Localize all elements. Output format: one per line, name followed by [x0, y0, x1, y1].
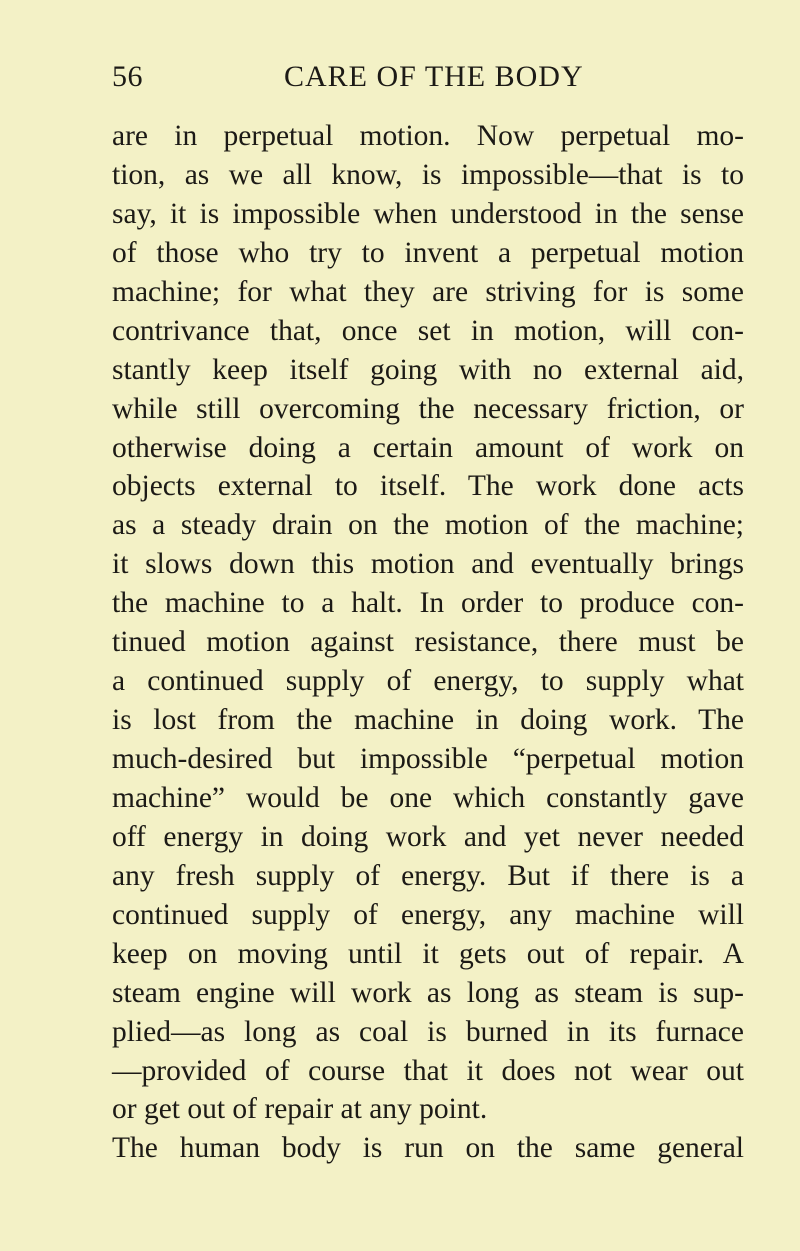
text-line: of those who try to invent a perpetual motion	[112, 236, 744, 269]
text-line: plied—as long as coal is burned in its furnace	[112, 1015, 744, 1048]
running-head: CARE OF THE BODY	[284, 60, 584, 93]
text-line: or get out of repair at any point.	[112, 1093, 488, 1126]
text-line: machine; for what they are striving for is some	[112, 275, 744, 308]
text-line: otherwise doing a certain amount of work on	[112, 431, 744, 464]
page-number: 56	[112, 60, 143, 93]
text-line: much-desired but impossible “perpetual motion	[112, 743, 744, 775]
page-header	[112, 62, 742, 92]
text-line: a continued supply of energy, to supply what	[112, 665, 744, 698]
text-line: contrivance that, once set in motion, will con-	[112, 314, 744, 347]
text-line: continued supply of energy, any machine will	[112, 898, 744, 931]
text-line: as a steady drain on the motion of the machine;	[112, 509, 744, 542]
body-text	[112, 117, 744, 1168]
text-line: any fresh supply of energy. But if there is a	[112, 859, 744, 892]
text-line: while still overcoming the necessary friction, or	[112, 392, 744, 425]
text-line: objects external to itself. The work done acts	[112, 470, 744, 503]
text-line: off energy in doing work and yet never needed	[112, 820, 744, 853]
text-line: stantly keep itself going with no external aid,	[112, 353, 744, 386]
text-line: it slows down this motion and eventually brings	[112, 548, 744, 581]
text-line: The human body is run on the same general	[112, 1132, 744, 1165]
text-line: tinued motion against resistance, there must be	[112, 626, 744, 659]
text-line: machine” would be one which constantly gave	[112, 781, 744, 814]
text-line: tion, as we all know, is impossible—that is to	[112, 158, 744, 191]
text-line: are in perpetual motion. Now perpetual mo-	[112, 120, 744, 152]
text-line: steam engine will work as long as steam is sup-	[112, 976, 744, 1009]
text-line: —provided of course that it does not wear out	[112, 1054, 744, 1087]
text-line: say, it is impossible when understood in the sense	[112, 197, 744, 230]
text-line: the machine to a halt. In order to produce con-	[112, 587, 744, 620]
text-line: keep on moving until it gets out of repair. A	[112, 937, 744, 970]
text-line: is lost from the machine in doing work. The	[112, 704, 744, 737]
